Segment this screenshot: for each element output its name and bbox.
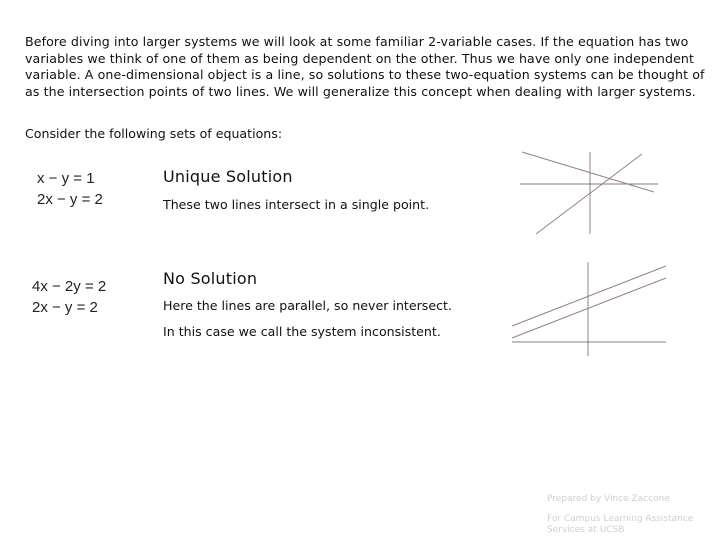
- intro-paragraph: Before diving into larger systems we will look at some familiar 2-variable cases. If the equation has two variables we think of one of them as being dependent on the other. Thus we have only one independent variable. A one-dimensional object is a line, so solutions to these two-equation systems can be thought of as the intersection points of two lines. We will generalize this concept when dealing with larger systems.: [25, 34, 705, 99]
- equation: x − y = 1: [37, 170, 95, 187]
- equation-set-2: [32, 276, 106, 318]
- description-no-solution: Here the lines are parallel, so never intersect.: [163, 298, 452, 313]
- graph-line: [512, 278, 666, 338]
- equation: 2x − y = 2: [32, 299, 98, 316]
- footer-affiliation: For Campus Learning Assistance Services at UCSB: [547, 514, 694, 535]
- heading-unique-solution: Unique Solution: [163, 167, 293, 186]
- equation-set-1: [37, 168, 103, 210]
- graph-line: [536, 154, 642, 234]
- graph-line: [522, 152, 654, 192]
- footer-credit: Prepared by Vince Zaccone: [547, 494, 670, 504]
- graph-parallel-lines: [508, 260, 670, 358]
- equation: 4x − 2y = 2: [32, 278, 107, 295]
- equation: 2x − y = 2: [37, 191, 103, 208]
- note-inconsistent: In this case we call the system inconsistent.: [163, 324, 441, 339]
- consider-text: Consider the following sets of equations:: [25, 126, 283, 141]
- description-unique-solution: These two lines intersect in a single point.: [163, 197, 430, 212]
- graph-line: [512, 266, 666, 326]
- graph-intersecting-lines: [512, 150, 662, 238]
- heading-no-solution: No Solution: [163, 269, 258, 288]
